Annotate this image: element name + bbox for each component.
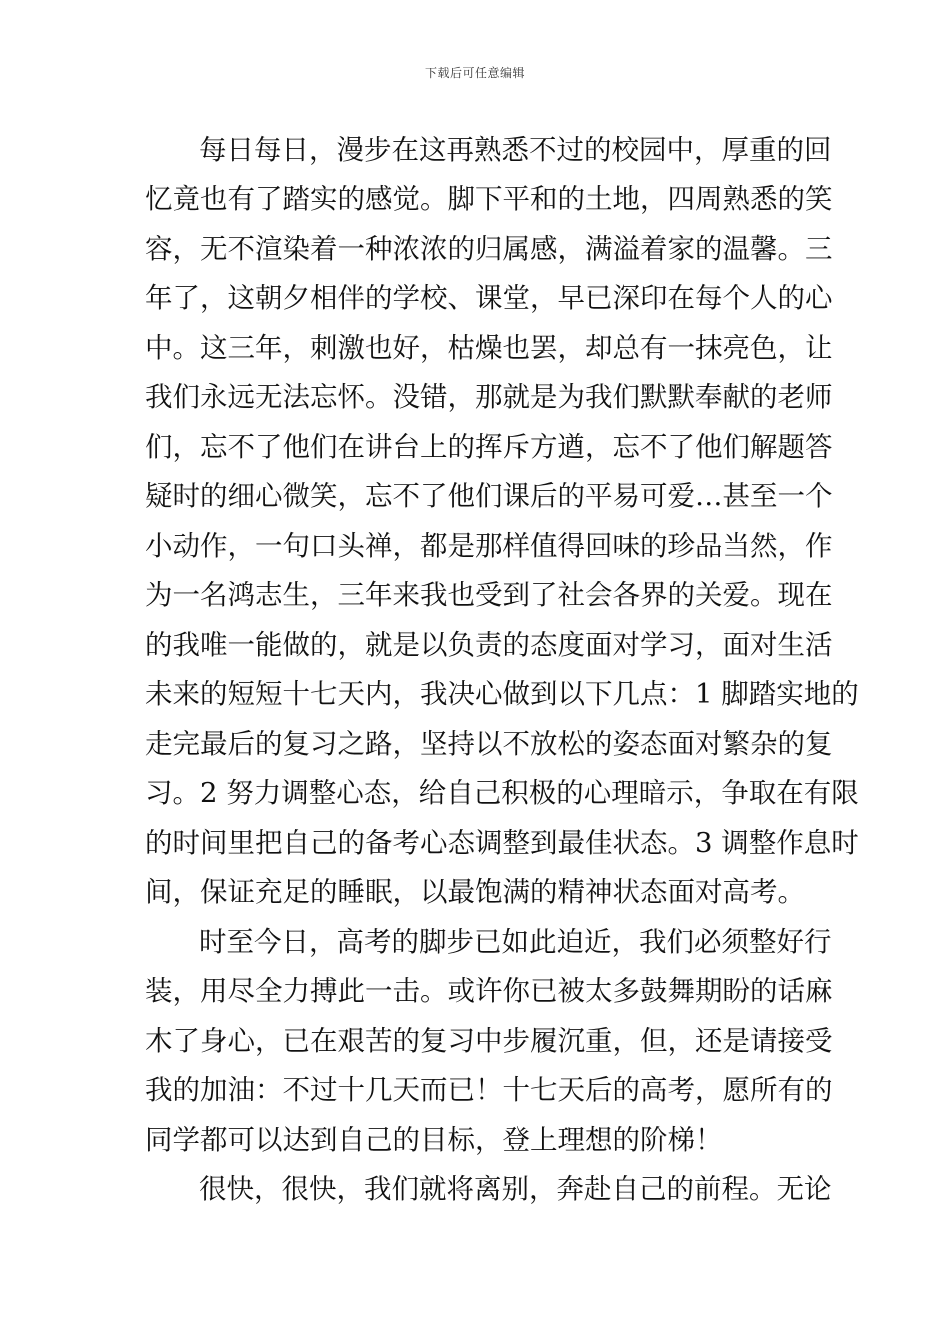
- paragraph-line: 每日每日，漫步在这再熟悉不过的校园中，厚重的回: [199, 134, 832, 166]
- paragraph-line: 的我唯一能做的，就是以负责的态度面对学习，面对生活: [145, 629, 833, 661]
- paragraph-line: 们，忘不了他们在讲台上的挥斥方遒，忘不了他们解题答: [145, 431, 833, 463]
- paragraph-line: 的时间里把自己的备考心态调整到最佳状态。3 调整作息时: [145, 827, 859, 859]
- paragraph-line: 同学都可以达到自己的目标，登上理想的阶梯！: [145, 1124, 723, 1156]
- paragraph-line: 间，保证充足的睡眠，以最饱满的精神状态面对高考。: [145, 876, 805, 908]
- paragraph-line: 未来的短短十七天内，我决心做到以下几点：1 脚踏实地的: [145, 678, 859, 710]
- paragraph-line: 时至今日，高考的脚步已如此迫近，我们必须整好行: [199, 926, 832, 958]
- paragraph-line: 很快，很快，我们就将离别，奔赴自己的前程。无论: [199, 1173, 832, 1205]
- paragraph-line: 装，用尽全力搏此一击。或许你已被太多鼓舞期盼的话麻: [145, 975, 833, 1007]
- paragraph-line: 木了身心，已在艰苦的复习中步履沉重，但，还是请接受: [145, 1025, 833, 1057]
- page-header: 下载后可任意编辑: [424, 66, 525, 80]
- paragraph-line: 习。2 努力调整心态，给自己积极的心理暗示，争取在有限: [145, 777, 859, 809]
- paragraph-line: 为一名鸿志生，三年来我也受到了社会各界的关爱。现在: [145, 579, 833, 611]
- paragraph-line: 年了，这朝夕相伴的学校、课堂，早已深印在每个人的心: [145, 282, 833, 314]
- paragraph-line: 容，无不渲染着一种浓浓的归属感，满溢着家的温馨。三: [145, 233, 833, 265]
- paragraph-line: 忆竟也有了踏实的感觉。脚下平和的土地，四周熟悉的笑: [145, 183, 833, 215]
- paragraph-line: 小动作，一句口头禅，都是那样值得回味的珍品当然，作: [145, 530, 833, 562]
- paragraph-line: 我们永远无法忘怀。没错，那就是为我们默默奉献的老师: [145, 381, 833, 413]
- paragraph-line: 中。这三年，刺激也好，枯燥也罢，却总有一抹亮色，让: [145, 332, 833, 364]
- paragraph-line: 疑时的细心微笑，忘不了他们课后的平易可爱…甚至一个: [145, 480, 833, 512]
- paragraph-line: 走完最后的复习之路，坚持以不放松的姿态面对繁杂的复: [145, 728, 833, 760]
- paragraph-line: 我的加油：不过十几天而已！十七天后的高考，愿所有的: [145, 1074, 833, 1106]
